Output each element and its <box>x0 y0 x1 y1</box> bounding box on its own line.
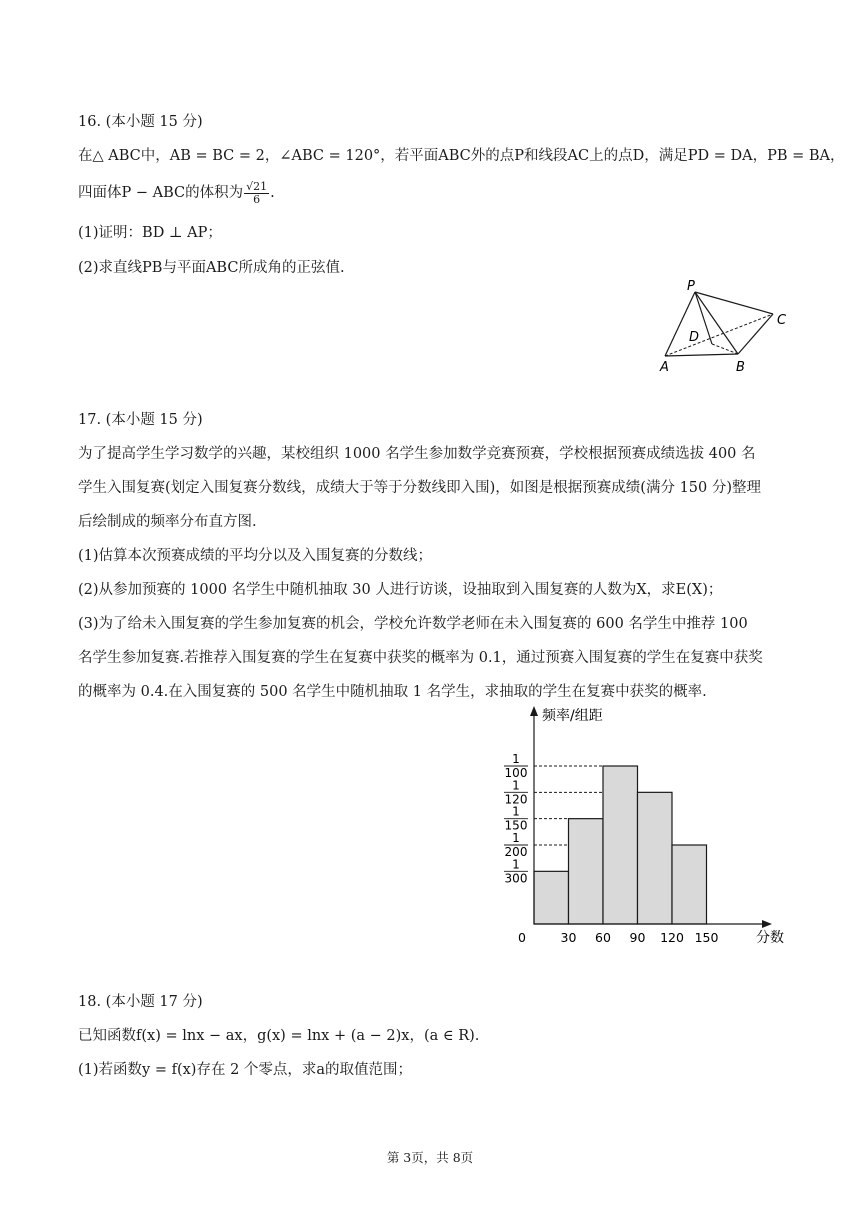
y-tick-denominator-1: 120 <box>504 792 528 807</box>
volume-numerator: √21 <box>246 179 268 193</box>
histogram-bar-1 <box>569 819 604 924</box>
frequency-histogram <box>490 700 800 960</box>
label-b: B <box>736 360 745 375</box>
q17-header: 17. (本小题 15 分) <box>78 412 203 428</box>
q18-stem: 已知函数f(x) = lnx − ax，g(x) = lnx + (a − 2)x，(a ∈ R). <box>78 1028 480 1044</box>
q18-header: 18. (本小题 17 分) <box>78 994 203 1010</box>
q17-part2: (2)从参加预赛的 1000 名学生中随机抽取 30 人进行访谈，设抽取到入围复赛的人数为X，求E(X)； <box>78 582 723 598</box>
y-axis-title: 频率/组距 <box>542 708 603 724</box>
y-tick-numerator-3: 1 <box>512 831 520 845</box>
q16-part1: (1)证明：BD ⊥ AP； <box>78 225 222 241</box>
q16-part2: (2)求直线PB与平面ABC所成角的正弦值. <box>78 260 345 276</box>
tetrahedron-figure <box>640 278 800 378</box>
edge-ab <box>665 354 738 356</box>
x-tick-label-2: 90 <box>629 930 646 945</box>
x-tick-label-0: 30 <box>560 930 577 945</box>
y-axis-arrow <box>530 706 538 716</box>
edge-pc <box>695 292 773 314</box>
q17-line-2: 学生入围复赛(划定入围复赛分数线，成绩大于等于分数线即入围)，如图是根据预赛成绩(满分 150 分)整理 <box>78 480 762 496</box>
volume-denominator: 6 <box>253 192 261 206</box>
x-tick-label-3: 120 <box>660 930 684 945</box>
y-tick-numerator-2: 1 <box>512 804 520 819</box>
volume-fraction <box>244 181 269 206</box>
label-a: A <box>660 360 669 375</box>
x-axis-arrow <box>762 920 772 928</box>
histogram-bar-3 <box>638 792 673 924</box>
x-axis-title: 分数 <box>756 930 784 946</box>
q16-volume-suffix: . <box>270 185 275 201</box>
q17-line-3: 后绘制成的频率分布直方图. <box>78 514 257 530</box>
label-d: D <box>689 330 700 345</box>
y-tick-denominator-2: 150 <box>504 818 528 833</box>
q17-part3-line2: 名学生参加复赛.若推荐入围复赛的学生在复赛中获奖的概率为 0.1，通过预赛入围复赛的学生在复赛中获奖 <box>78 650 763 666</box>
histogram-bar-0 <box>534 871 569 924</box>
histogram-bar-2 <box>603 766 638 924</box>
q17-part1: (1)估算本次预赛成绩的平均分以及入围复赛的分数线； <box>78 548 433 564</box>
label-c: C <box>777 313 787 328</box>
q17-line-1: 为了提高学生学习数学的兴趣，某校组织 1000 名学生参加数学竞赛预赛，学校根据预赛成绩选拔 400 名 <box>78 446 756 462</box>
y-tick-numerator-4: 1 <box>512 857 520 872</box>
y-tick-denominator-4: 300 <box>504 871 528 886</box>
y-tick-denominator-3: 200 <box>504 845 528 859</box>
edge-bc <box>738 314 773 354</box>
q17-part3-line3: 的概率为 0.4.在入围复赛的 500 名学生中随机抽取 1 名学生，求抽取的学生在复赛中获奖的概率. <box>78 684 707 700</box>
q16-volume-prefix: 四面体P − ABC的体积为 <box>78 185 244 201</box>
y-tick-denominator-0: 100 <box>504 766 528 780</box>
y-tick-numerator-1: 1 <box>512 778 520 793</box>
q16-stem-line2 <box>78 178 275 208</box>
origin-label: 0 <box>518 930 526 945</box>
x-tick-label-1: 60 <box>595 930 611 945</box>
label-p: P <box>687 279 695 294</box>
q17-part3-line1: (3)为了给未入围复赛的学生参加复赛的机会，学校允许数学老师在未入围复赛的 600 名学生中推荐 100 <box>78 616 748 632</box>
histogram-bar-4 <box>672 845 707 924</box>
q16-stem-line1: 在△ ABC中，AB = BC = 2，∠ABC = 120°，若平面ABC外的点P和线段AC上的点D，满足PD = DA，PB = BA， <box>78 148 845 164</box>
y-tick-numerator-0: 1 <box>512 752 520 766</box>
q18-part1: (1)若函数y = f(x)存在 2 个零点，求a的取值范围； <box>78 1062 413 1078</box>
x-tick-label-4: 150 <box>694 930 719 945</box>
page-footer: 第 3页，共 8页 <box>386 1150 474 1165</box>
q16-header: 16. (本小题 15 分) <box>78 114 203 130</box>
edge-pb <box>695 292 738 354</box>
